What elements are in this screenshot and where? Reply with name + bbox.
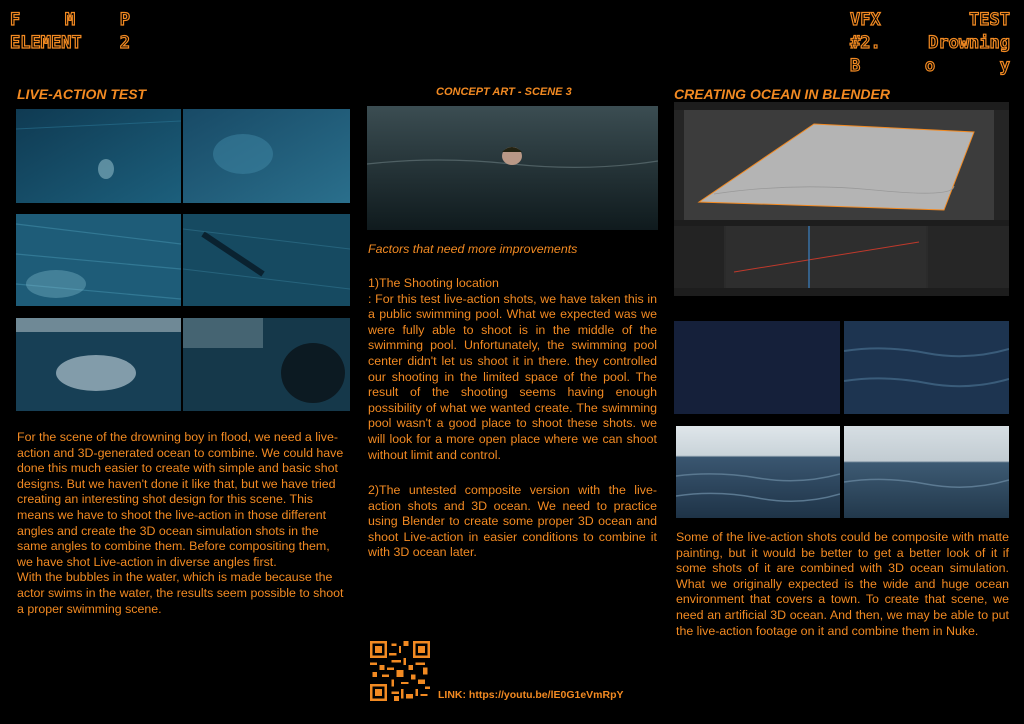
header-letter: F (10, 10, 21, 30)
blender-screenshot (674, 102, 1009, 296)
pool-photo-5 (16, 318, 181, 411)
live-action-title: LIVE-ACTION TEST (17, 86, 147, 102)
header-letter: y (999, 56, 1010, 76)
header-right (850, 9, 1010, 78)
pool-photo-3 (16, 214, 181, 306)
pool-photo-6 (183, 318, 350, 411)
ocean-render-2 (844, 321, 1009, 414)
header-word: TEST (969, 10, 1010, 30)
concept-art-title: CONCEPT ART - SCENE 3 (436, 86, 572, 98)
header-word: VFX (850, 10, 881, 30)
header-word: 2 (119, 33, 130, 53)
header-letter: M (64, 10, 76, 30)
live-action-text-2: With the bubbles in the water, which is made because the actor swims in the water, the results seem possible to shoot a proper swimming scene. (17, 570, 344, 616)
pool-photo-2 (183, 109, 350, 203)
point-1-body: : For this test live-action shots, we have taken this in a public swimming pool. What we expected was we were fully able to shoot is in the middle of the swimming pool. Unfortunately, the swimming pool center didn't let us shoot it in there. they controlled our shooting in the limited space of the pool. The result of the shooting seems having enough possibility of what we wanted create. The swimming pool wasn't a good place to shoot these shots. we will look for a more open place where we can shoot without limit and control. (368, 291, 657, 462)
header-word: Drowning (928, 33, 1010, 53)
factors-heading: Factors that need more improvements (368, 242, 578, 256)
point-1 (368, 276, 657, 463)
header-left (10, 9, 130, 55)
header-word: ELEMENT (10, 33, 82, 53)
pool-photo-1 (16, 109, 181, 203)
qr-code (370, 641, 430, 701)
header-word: #2. (850, 33, 881, 53)
live-action-text: For the scene of the drowning boy in flood, we need a live-action and 3D-generated ocean to combine. We could have done this much easier to create with simple and basic shot designs. But we haven't done it like that, but we have tried creating an interesting shot design for this scene. This means we have to shoot the live-action in those different angles and create the 3D ocean simulation shots in the same angles to combine them. Before compositing them, we have shot Live-action in diverse angles first. (17, 430, 344, 569)
point-1-title: 1)The Shooting location (368, 276, 499, 290)
pool-photo-4 (183, 214, 350, 306)
ocean-render-4 (844, 426, 1009, 518)
header-letter: B (850, 56, 861, 76)
point-2: 2)The untested composite version with the live-action shots and 3D ocean. We need to practice using Blender to create some proper 3D ocean and shoot Live-action in easier conditions to combine it with 3D ocean later. (368, 483, 657, 560)
concept-art-image (367, 106, 658, 230)
header-letter: P (119, 10, 130, 30)
ocean-render-1 (674, 321, 840, 414)
live-action-paragraph (17, 430, 347, 617)
video-link[interactable]: LINK: https://youtu.be/lE0G1eVmRpY (438, 689, 624, 701)
ocean-title: CREATING OCEAN IN BLENDER (674, 86, 890, 102)
header-letter: o (924, 56, 936, 76)
ocean-paragraph: Some of the live-action shots could be composite with matte painting, but it would be better to get a better look of it if some shots of it are combined with 3D ocean simulation. What we originally expected is the wide and huge ocean environment that covers a town. To create that scene, we need an artificial 3D ocean. And then, we may be able to put the live-action footage on it and combine them in Nuke. (676, 530, 1009, 638)
ocean-render-3 (676, 426, 840, 518)
